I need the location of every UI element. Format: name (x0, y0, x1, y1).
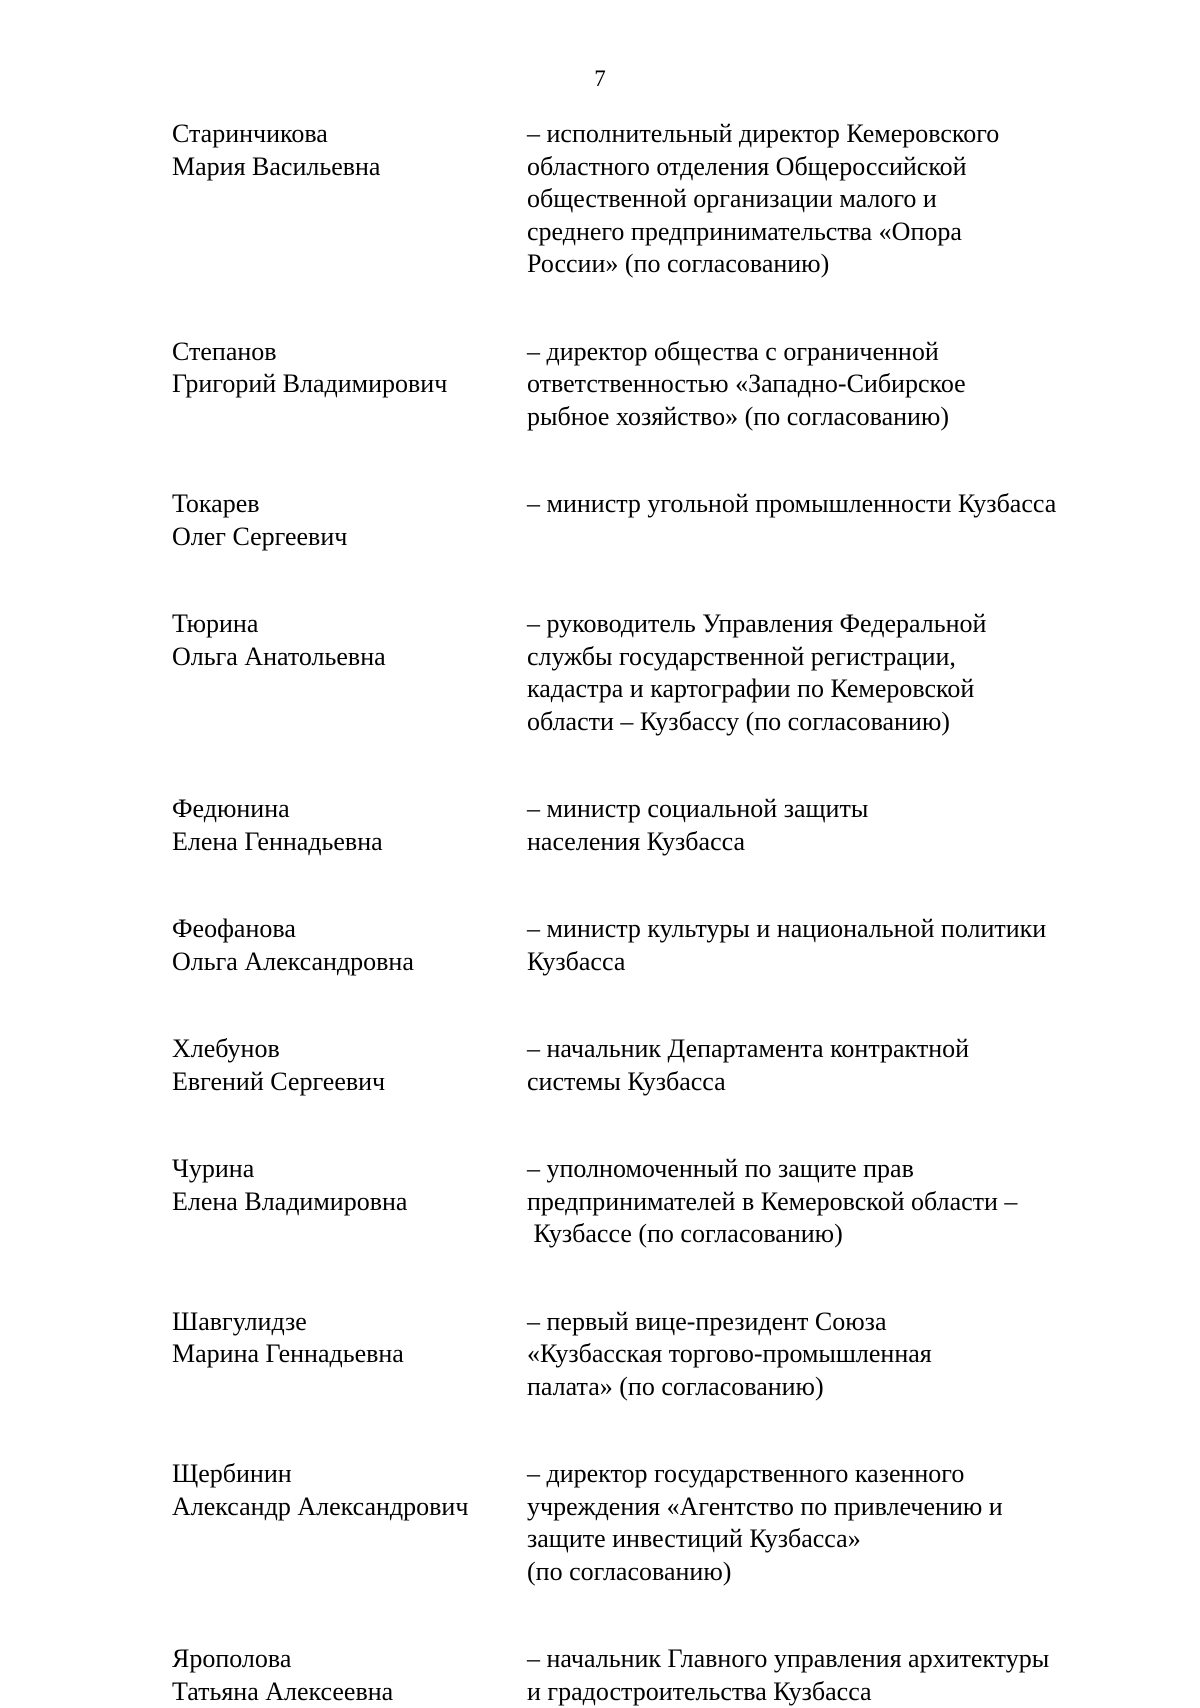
member-position-line: общественной организации малого и (527, 183, 1127, 216)
member-surname: Шавгулидзе (172, 1306, 512, 1339)
member-position (527, 608, 1127, 738)
member-position-line: службы государственной регистрации, (527, 641, 1127, 674)
member-position-line: – начальник Главного управления архитектуры (527, 1643, 1127, 1676)
member-surname: Федюнина (172, 793, 512, 826)
member-given-names: Ольга Александровна (172, 946, 512, 979)
member-name (172, 1458, 512, 1523)
member-position-line: – уполномоченный по защите прав (527, 1153, 1127, 1186)
member-name (172, 1033, 512, 1098)
member-given-names: Марина Геннадьевна (172, 1338, 512, 1371)
member-position (527, 1458, 1127, 1588)
member-given-names: Александр Александрович (172, 1491, 512, 1524)
member-position-line: защите инвестиций Кузбасса» (527, 1523, 1127, 1556)
member-name (172, 336, 512, 401)
member-name (172, 488, 512, 553)
member-position-line: учреждения «Агентство по привлечению и (527, 1491, 1127, 1524)
member-position (527, 1306, 1127, 1404)
member-position-line: – начальник Департамента контрактной (527, 1033, 1127, 1066)
member-position-line: – директор государственного казенного (527, 1458, 1127, 1491)
member-position-line: области – Кузбассу (по согласованию) (527, 706, 1127, 739)
member-position-line: (по согласованию) (527, 1556, 1127, 1589)
member-position (527, 1033, 1127, 1098)
member-position-line: «Кузбасская торгово-промышленная (527, 1338, 1127, 1371)
member-name (172, 608, 512, 673)
member-position-line: Кузбасса (527, 946, 1127, 979)
member-given-names: Григорий Владимирович (172, 368, 512, 401)
member-position-line: – министр социальной защиты (527, 793, 1127, 826)
member-position-line: – первый вице-президент Союза (527, 1306, 1127, 1339)
member-position-line: населения Кузбасса (527, 826, 1127, 859)
member-position-line: среднего предпринимательства «Опора (527, 216, 1127, 249)
member-surname: Токарев (172, 488, 512, 521)
member-position-line: – министр культуры и национальной политики (527, 913, 1127, 946)
member-position (527, 913, 1127, 978)
member-given-names: Ольга Анатольевна (172, 641, 512, 674)
member-position-line: Кузбассе (по согласованию) (527, 1218, 1127, 1251)
member-name (172, 118, 512, 183)
member-name (172, 1643, 512, 1708)
member-position-line: – министр угольной промышленности Кузбасса (527, 488, 1127, 521)
member-position-line: предпринимателей в Кемеровской области – (527, 1186, 1127, 1219)
member-position (527, 1153, 1127, 1251)
member-surname: Щербинин (172, 1458, 512, 1491)
member-surname: Феофанова (172, 913, 512, 946)
member-position-line: кадастра и картографии по Кемеровской (527, 673, 1127, 706)
member-given-names: Евгений Сергеевич (172, 1066, 512, 1099)
member-position-line: России» (по согласованию) (527, 248, 1127, 281)
member-name (172, 1306, 512, 1371)
member-given-names: Елена Геннадьевна (172, 826, 512, 859)
member-position-line: – директор общества с ограниченной (527, 336, 1127, 369)
member-given-names: Татьяна Алексеевна (172, 1676, 512, 1708)
member-position (527, 1643, 1127, 1708)
member-surname: Старинчикова (172, 118, 512, 151)
member-given-names: Елена Владимировна (172, 1186, 512, 1219)
member-position-line: рыбное хозяйство» (по согласованию) (527, 401, 1127, 434)
member-name (172, 793, 512, 858)
member-position (527, 118, 1127, 281)
member-surname: Хлебунов (172, 1033, 512, 1066)
member-position-line: и градостроительства Кузбасса (527, 1676, 1127, 1708)
page-number: 7 (0, 64, 1200, 94)
member-given-names: Мария Васильевна (172, 151, 512, 184)
member-position-line: системы Кузбасса (527, 1066, 1127, 1099)
member-position-line: – исполнительный директор Кемеровского (527, 118, 1127, 151)
member-position-line: палата» (по согласованию) (527, 1371, 1127, 1404)
member-position-line: – руководитель Управления Федеральной (527, 608, 1127, 641)
member-surname: Ярополова (172, 1643, 512, 1676)
member-given-names: Олег Сергеевич (172, 521, 512, 554)
member-position-line: областного отделения Общероссийской (527, 151, 1127, 184)
member-name (172, 1153, 512, 1218)
member-surname: Тюрина (172, 608, 512, 641)
member-position (527, 488, 1127, 521)
member-name (172, 913, 512, 978)
member-position (527, 336, 1127, 434)
member-position (527, 793, 1127, 858)
member-surname: Чурина (172, 1153, 512, 1186)
member-surname: Степанов (172, 336, 512, 369)
member-position-line: ответственностью «Западно-Сибирское (527, 368, 1127, 401)
